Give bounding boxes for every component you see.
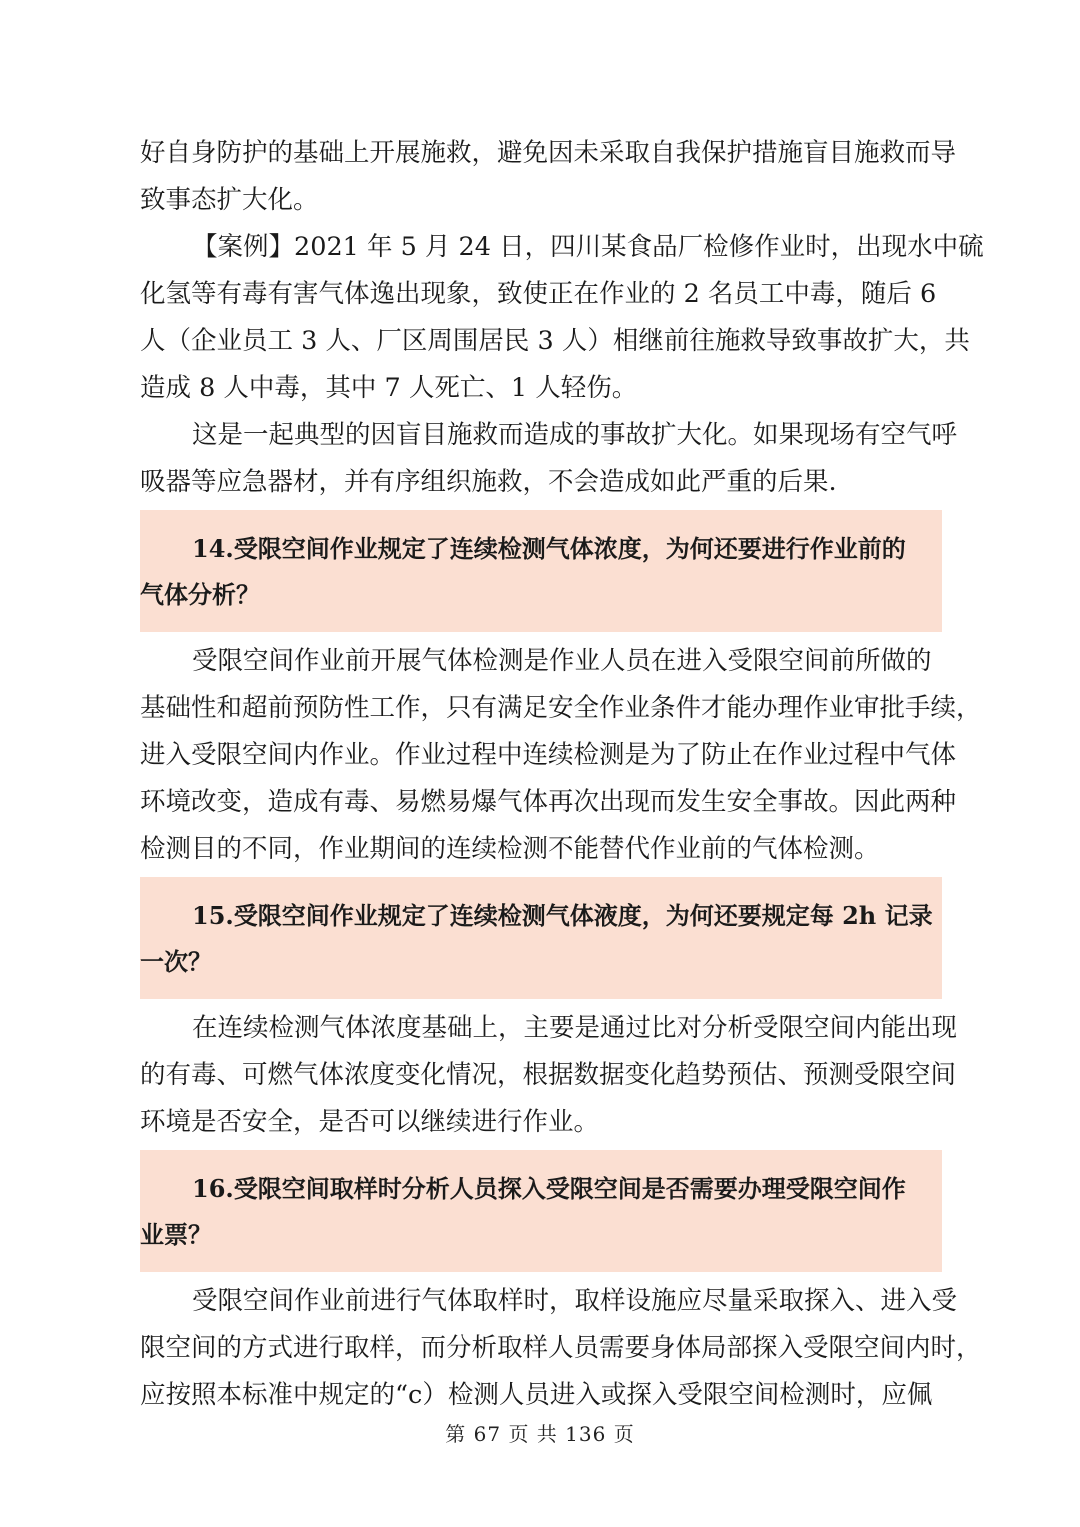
text-line: 环境改变，造成有毒、易燃易爆气体再次出现而发生安全事故。因此两种 [140,787,957,817]
question-14-heading [140,510,942,632]
question-line: 16.受限空间取样时分析人员探入受限空间是否需要办理受限空间作 [192,1174,906,1203]
text-line: 检测目的不同，作业期间的连续检测不能替代作业前的气体检测。 [140,834,880,864]
intro-paragraph [140,130,957,224]
text-line: 受限空间作业前进行气体取样时，取样设施应尽量采取探入、进入受 [192,1286,958,1316]
question-line: 15.受限空间作业规定了连续检测气体液度，为何还要规定每 2h 记录 [192,901,933,930]
text-line: 在连续检测气体浓度基础上，主要是通过比对分析受限空间内能出现 [192,1013,958,1043]
case-paragraph [140,224,984,412]
question-line: 气体分析？ [140,580,260,609]
text-line: 进入受限空间内作业。作业过程中连续检测是为了防止在作业过程中气体 [140,740,957,770]
text-line: 应按照本标准中规定的“c）检测人员进入或探入受限空间检测时，应佩 [140,1380,933,1410]
text-line: 吸器等应急器材，并有序组织施救，不会造成如此严重的后果. [140,467,837,497]
page-number-footer: 第 67 页 共 136 页 [445,1422,635,1446]
text-line: 限空间的方式进行取样，而分析取样人员需要身体局部探入受限空间内时， [140,1333,982,1363]
question-line: 14.受限空间作业规定了连续检测气体浓度，为何还要进行作业前的 [192,534,906,563]
question-15-heading [140,877,942,999]
text-line: 化氢等有毒有害气体逸出现象，致使正在作业的 2 名员工中毒，随后 6 [140,279,937,309]
text-line: 人（企业员工 3 人、厂区周围居民 3 人）相继前往施救导致事故扩大，共 [140,326,970,356]
text-line: 受限空间作业前开展气体检测是作业人员在进入受限空间前所做的 [192,646,932,676]
answer-15-paragraph [140,1005,958,1146]
text-line: 的有毒、可燃气体浓度变化情况，根据数据变化趋势预估、预测受限空间 [140,1060,957,1090]
text-line: 致事态扩大化。 [140,185,319,215]
question-line: 一次？ [140,947,212,976]
text-line: 【案例】2021 年 5 月 24 日，四川某食品厂检修作业时，出现水中硫 [192,232,984,262]
question-line: 业票？ [140,1220,212,1249]
document-page [140,130,984,1419]
text-line: 基础性和超前预防性工作，只有满足安全作业条件才能办理作业审批手续， [140,693,982,723]
text-line: 好自身防护的基础上开展施救，避免因未采取自我保护措施盲目施救而导 [140,138,957,168]
text-line: 环境是否安全，是否可以继续进行作业。 [140,1107,600,1137]
text-line: 造成 8 人中毒，其中 7 人死亡、1 人轻伤。 [140,373,638,403]
text-line: 这是一起典型的因盲目施救而造成的事故扩大化。如果现场有空气呼 [192,420,958,450]
analysis-paragraph [140,412,958,506]
answer-16-paragraph [140,1278,982,1419]
question-16-heading [140,1150,942,1272]
answer-14-paragraph [140,638,982,873]
